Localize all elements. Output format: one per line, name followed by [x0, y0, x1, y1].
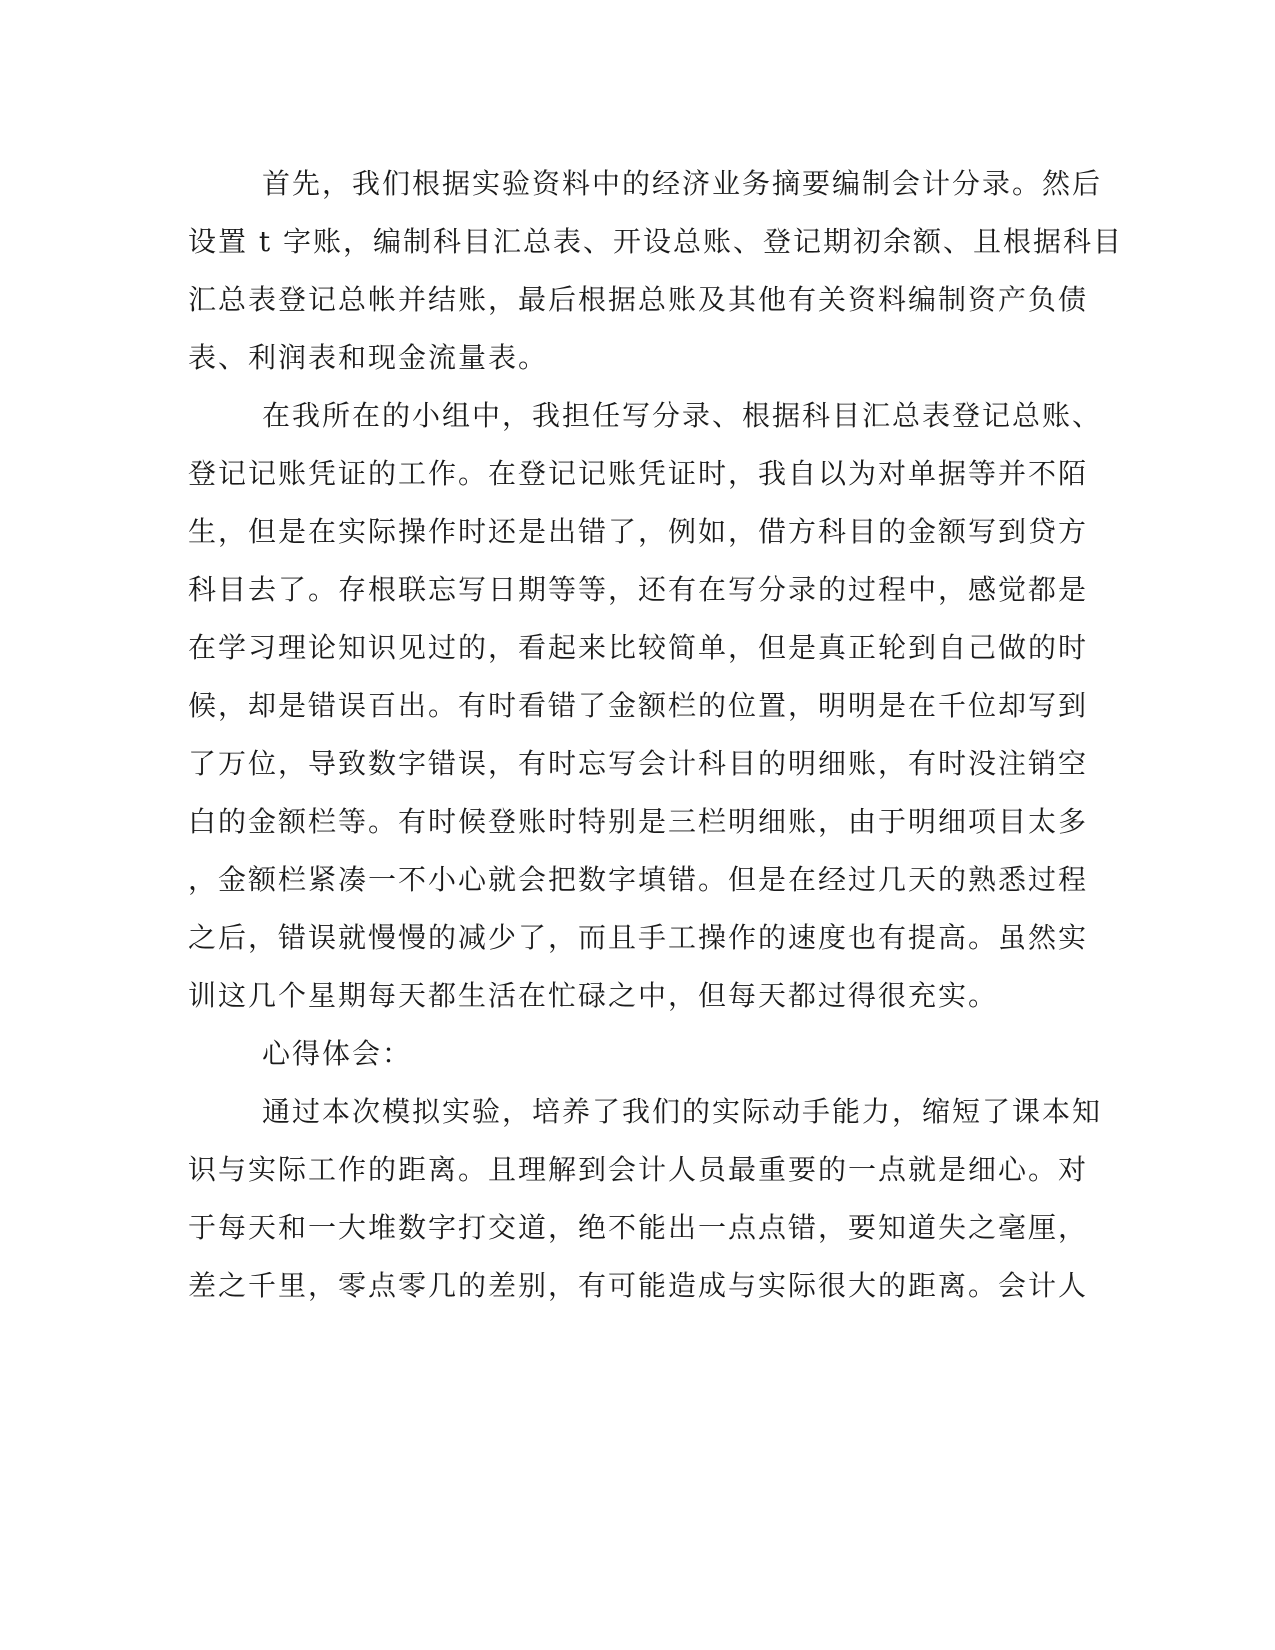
- text-line: 训这几个星期每天都生活在忙碌之中，但每天都过得很充实。: [188, 979, 999, 1012]
- text-line: 科目去了。存根联忘写日期等等，还有在写分录的过程中，感觉都是: [188, 573, 1089, 606]
- text-line: 了万位，导致数字错误，有时忘写会计科目的明细账，有时没注销空: [188, 747, 1089, 780]
- text-line: 表、利润表和现金流量表。: [188, 341, 549, 374]
- text-line: 汇总表登记总帐并结账，最后根据总账及其他有关资料编制资产负债: [188, 283, 1089, 316]
- text-line: 通过本次模拟实验，培养了我们的实际动手能力，缩短了课本知: [262, 1095, 1103, 1128]
- text-line: 生，但是在实际操作时还是出错了，例如，借方科目的金额写到贷方: [188, 515, 1089, 548]
- section-heading: 心得体会：: [262, 1037, 413, 1070]
- text-line: 候，却是错误百出。有时看错了金额栏的位置，明明是在千位却写到: [188, 689, 1089, 722]
- text-line: 之后，错误就慢慢的减少了，而且手工操作的速度也有提高。虽然实: [188, 921, 1089, 954]
- text-line: ，金额栏紧凑一不小心就会把数字填错。但是在经过几天的熟悉过程: [188, 863, 1089, 896]
- text-line: 首先，我们根据实验资料中的经济业务摘要编制会计分录。然后: [262, 167, 1103, 200]
- text-line: 于每天和一大堆数字打交道，绝不能出一点点错，要知道失之毫厘，: [188, 1211, 1089, 1244]
- text-line: 在学习理论知识见过的，看起来比较简单，但是真正轮到自己做的时: [188, 631, 1089, 664]
- text-line: 识与实际工作的距离。且理解到会计人员最重要的一点就是细心。对: [188, 1153, 1089, 1186]
- text-line: 设置 t 字账，编制科目汇总表、开设总账、登记期初余额、且根据科目: [188, 225, 1124, 258]
- text-line: 差之千里，零点零几的差别，有可能造成与实际很大的距离。会计人: [188, 1269, 1089, 1302]
- text-line: 白的金额栏等。有时候登账时特别是三栏明细账，由于明细项目太多: [188, 805, 1089, 838]
- text-line: 登记记账凭证的工作。在登记记账凭证时，我自以为对单据等并不陌: [188, 457, 1089, 490]
- text-line: 在我所在的小组中，我担任写分录、根据科目汇总表登记总账、: [262, 399, 1103, 432]
